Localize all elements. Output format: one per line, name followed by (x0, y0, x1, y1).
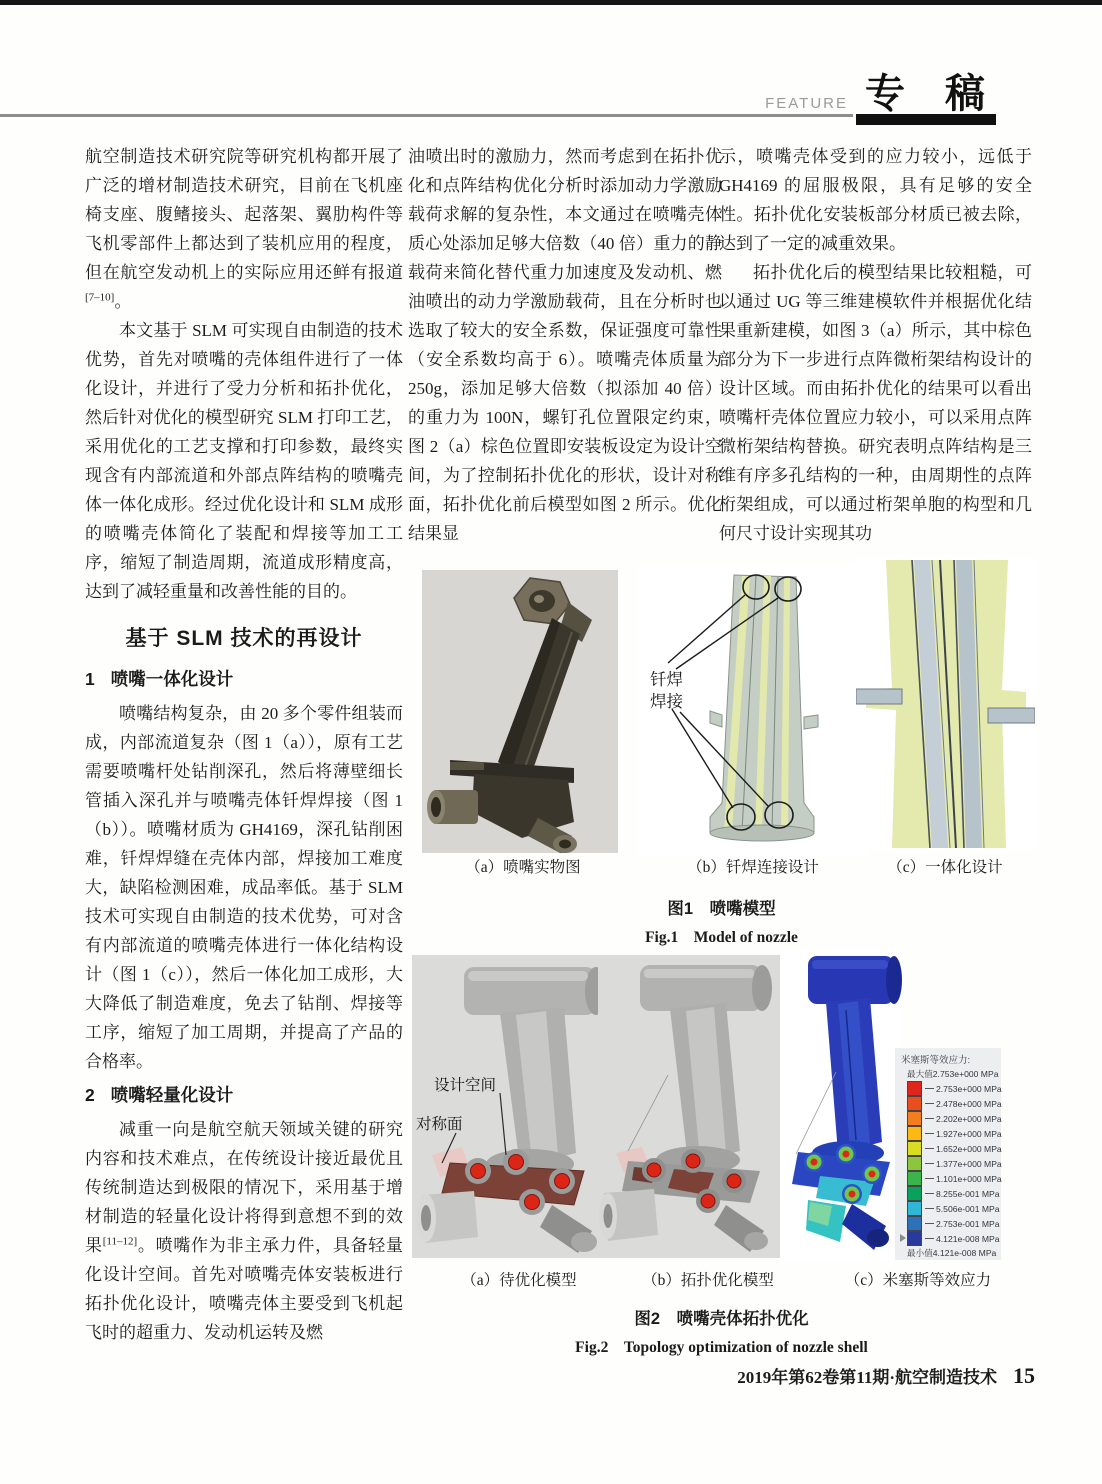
page-footer (737, 1363, 1035, 1389)
stress-hotspot (849, 1191, 856, 1198)
legend-tick-line (925, 1223, 934, 1224)
paragraph: 拓扑优化后的模型结果比较粗糙，可以通过 UG 等三维建模软件并根据优化结果重新建模，如图 3（a）所示，其中棕色部分为下一步进行点阵微桁架结构设计的设计区域。而由拓扑优化的结果可以看出喷嘴杆壳体位置应力较小，可以采用点阵微桁架结构替换。研究表明点阵结构是三维有序多孔结构的一种，由周期性的点阵桁架组成，可以通过桁架单胞的构型和几何尺寸设计实现其功 (719, 263, 1032, 543)
fig2-title-en: Fig.2 Topology optimization of nozzle shell (575, 1339, 868, 1356)
stress-legend-min: 最小值4.121e-008 MPa (907, 1248, 997, 1258)
paragraph (85, 1115, 403, 1347)
cross-tube-left (856, 689, 902, 704)
pre-optimization-model-image (412, 955, 610, 1258)
paragraph: 示，喷嘴壳体受到的应力较小，远低于 GH4169 的屈服极限，具有足够的安全性。拓扑优化安装板部分材质已被去除，达到了一定的减重效果。 (719, 147, 1032, 253)
screw (647, 1163, 661, 1177)
legend-entry-label: 1.927e+000 MPa (936, 1128, 1002, 1139)
fig1-caption-c: （c）一体化设计 (887, 859, 1003, 876)
legend-tick-line (925, 1208, 934, 1209)
legend-entry-label: 5.506e-001 MPa (936, 1203, 1000, 1214)
legend-tick-line (925, 1148, 934, 1149)
fig1-panel-a-nozzle-photo (422, 570, 618, 853)
subsection-title: 喷嘴一体化设计 (110, 669, 234, 689)
subsection-heading-2 (85, 1081, 403, 1110)
fig2-panel-a-model-to-optimize (412, 955, 610, 1258)
citation-ref: [7–10] (85, 291, 115, 304)
legend-color-swatch (907, 1231, 922, 1246)
footer-page-number: 15 (1013, 1363, 1035, 1388)
legend-color-swatch (907, 1186, 922, 1201)
figure-1 (408, 555, 1035, 955)
figure-2 (408, 950, 1035, 1360)
legend-color-swatch (907, 1201, 922, 1216)
fig1-caption-b: （b）钎焊连接设计 (687, 859, 819, 876)
legend-tick-line (925, 1238, 934, 1239)
fig1-caption-a: （a）喷嘴实物图 (465, 859, 581, 876)
screw (686, 1154, 700, 1168)
footer-journal-info: 2019年第62卷第11期·航空制造技术 (737, 1368, 997, 1387)
legend-color-swatch (907, 1081, 922, 1096)
text-column-2 (408, 142, 722, 548)
citation-ref: [11–12] (102, 1235, 138, 1248)
subsection-number: 2 (85, 1085, 95, 1105)
paragraph: 油喷出时的激励力，然而考虑到在拓扑优化和点阵结构优化分析时添加动力学激励载荷求解的复杂性，本文通过在喷嘴壳体质心处添加足够大倍数（40 倍）重力的静载荷来简化替代重力加速度及发动机、燃油喷出的动力学激励载荷，且在分析时也选取了较大的安全系数，保证强度可靠性（安全系数均高于 6）。喷嘴壳体质量为 250g，添加足够大倍数（拟添加 40 倍）的重力为 100N，螺钉孔位置限定约束，图 2（a）棕色位置即安装板设定为设计空间，为了控制拓扑优化的形状，设计对称面，拓扑优化前后模型如图 2 所示。优化结果显 (408, 147, 722, 543)
legend-color-swatch (907, 1156, 922, 1171)
fig2-caption-c: （c）米塞斯等效应力 (844, 1272, 992, 1289)
legend-tick-line (925, 1163, 934, 1164)
legend-entry (907, 1186, 999, 1201)
legend-color-swatch (907, 1096, 922, 1111)
fig1-panel-c-integrated-design (856, 558, 1035, 850)
legend-entry-label: 2.753e+000 MPa (936, 1083, 1002, 1094)
screw (701, 1194, 715, 1208)
legend-entry (907, 1216, 999, 1231)
text-column-3 (719, 142, 1032, 548)
screw (727, 1174, 741, 1188)
paragraph-text: 。 (114, 292, 132, 311)
page-section-title: 专 稿 (865, 71, 985, 116)
screw (525, 1195, 540, 1210)
legend-entry (907, 1171, 1002, 1186)
legend-color-swatch (907, 1141, 922, 1156)
page-top-bar (0, 0, 1102, 5)
header-rule (0, 114, 853, 117)
fig2-caption-b: （b）拓扑优化模型 (642, 1272, 774, 1289)
paragraph (85, 142, 403, 316)
legend-color-swatch (907, 1111, 922, 1126)
nozzle-photo-image (422, 570, 618, 853)
legend-entry-label: 1.101e+000 MPa (936, 1173, 1002, 1184)
feature-label: FEATURE (765, 95, 848, 112)
legend-entry (907, 1231, 999, 1246)
stress-hotspot (869, 1171, 876, 1178)
paragraph: 本文基于 SLM 可实现自由制造的技术优势，首先对喷嘴的壳体组件进行了一体化设计，并进行了受力分析和拓扑优化，然后针对优化的模型研究 SLM 打印工艺，采用优化的工艺支撑和打印参数，最终实现含有内部流道和外部点阵结构的喷嘴壳体一体化成形。经过优化设计和 SLM 成形的喷嘴壳体简化了装配和焊接等加工工序，缩短了制造周期，流道成形精度高，达到了减轻重量和改善性能的目的。 (85, 321, 403, 601)
cross-tube-right (988, 708, 1035, 723)
legend-tick-line (925, 1103, 934, 1104)
legend-entry-label: 2.478e+000 MPa (936, 1098, 1002, 1109)
brazing-design-image (638, 565, 868, 857)
fig1-title-en: Fig.1 Model of nozzle (645, 929, 798, 946)
fig2-panel-b-optimized-model (598, 955, 790, 1258)
paragraph-text: 航空制造技术研究院等研究机构都开展了广泛的增材制造技术研究，目前在飞机座椅支座、腹鳍接头、起落架、翼肋构件等飞机零部件上都达到了装机应用的程度，但在航空发动机上的实际应用还鲜有报道 (85, 147, 403, 282)
design-space-label: 设计空间 (434, 1077, 497, 1094)
legend-entry-label: 4.121e-008 MPa (936, 1233, 1000, 1244)
brazing-label-line2: 焊接 (650, 692, 683, 711)
topology-optimized-model-image (598, 955, 790, 1258)
paragraph-text: 减重一向是航空航天领域关键的研究内容和技术难点，在传统设计接近最优且传统制造达到极限的情况下，采用基于增材制造的轻量化设计将得到意想不到的效果 (85, 1120, 403, 1255)
screw (471, 1164, 486, 1179)
legend-entry (907, 1156, 1002, 1171)
legend-tick-line (925, 1193, 934, 1194)
legend-entry (907, 1141, 1002, 1156)
legend-tick-line (925, 1088, 934, 1089)
legend-entry (907, 1126, 1002, 1141)
fig2-caption-a: （a）待优化模型 (461, 1272, 577, 1289)
paragraph: 喷嘴结构复杂，由 20 多个零件组装而成，内部流道复杂（图 1（a）），原有工艺需要喷嘴杆处钻削深孔，然后将薄壁细长管插入深孔并与喷嘴壳体钎焊焊接（图 1（b））。喷嘴材质为 GH4169，深孔钻削困难，钎焊焊缝在壳体内部，焊接加工难度大，缺陷检测困难，成品率低。基于 SLM 技术可实现自由制造的技术优势，可对含有内部流道的喷嘴壳体进行一体化结构设计（图 1（c）），然后一体化加工成形，大大降低了制造难度，免去了钻削、焊接等工序，缩短了加工周期，并提高了产品的合格率。 (85, 704, 403, 1071)
min-value-pointer-icon (900, 1234, 906, 1242)
stress-legend-title: 米塞斯等效应力: (901, 1055, 971, 1066)
stress-result-model-image (780, 950, 902, 1262)
subsection-title: 喷嘴轻量化设计 (110, 1085, 234, 1105)
symmetry-plane-label: 对称面 (416, 1116, 463, 1133)
legend-entry-label: 2.753e-001 MPa (936, 1218, 1000, 1229)
legend-entry-label: 8.255e-001 MPa (936, 1188, 1000, 1199)
paragraph-text: 。喷嘴作为非主承力件，具备轻量化设计空间。首先对喷嘴壳体安装板进行拓扑优化设计，喷嘴壳体主要受到飞机起飞时的超重力、发动机运转及燃 (85, 1236, 404, 1342)
legend-tick-line (925, 1118, 934, 1119)
screw (555, 1174, 570, 1189)
stress-hotspot (811, 1159, 818, 1166)
screw (509, 1155, 524, 1170)
legend-entry (907, 1201, 999, 1216)
legend-entry (907, 1081, 1002, 1096)
subsection-number: 1 (85, 669, 95, 689)
legend-tick-line (925, 1178, 934, 1179)
legend-entry-label: 1.377e+000 MPa (936, 1158, 1002, 1169)
subsection-heading-1 (85, 665, 403, 694)
legend-color-swatch (907, 1171, 922, 1186)
legend-color-swatch (907, 1126, 922, 1141)
fig1-panel-b-brazing-design (638, 565, 868, 857)
section-heading: 基于 SLM 技术的再设计 (125, 627, 363, 650)
legend-entry-label: 1.652e+000 MPa (936, 1143, 1002, 1154)
stress-legend-max: 最大值2.753e+000 MPa (907, 1069, 999, 1079)
stress-legend (895, 1048, 1001, 1260)
text-column-1 (85, 142, 403, 1347)
stress-legend-entries (907, 1081, 1002, 1246)
legend-tick-line (925, 1133, 934, 1134)
legend-color-swatch (907, 1216, 922, 1231)
brazing-label-line1: 钎焊 (650, 670, 683, 689)
fig2-title-zh: 图2 喷嘴壳体拓扑优化 (634, 1310, 809, 1328)
stress-hotspot (843, 1151, 850, 1158)
integrated-design-image (856, 558, 1035, 850)
fig2-panel-c-mises-stress (780, 950, 1035, 1262)
legend-entry (907, 1111, 1002, 1126)
legend-entry (907, 1096, 1002, 1111)
legend-entry-label: 2.202e+000 MPa (936, 1113, 1002, 1124)
fig1-title-zh: 图1 喷嘴模型 (667, 900, 776, 918)
